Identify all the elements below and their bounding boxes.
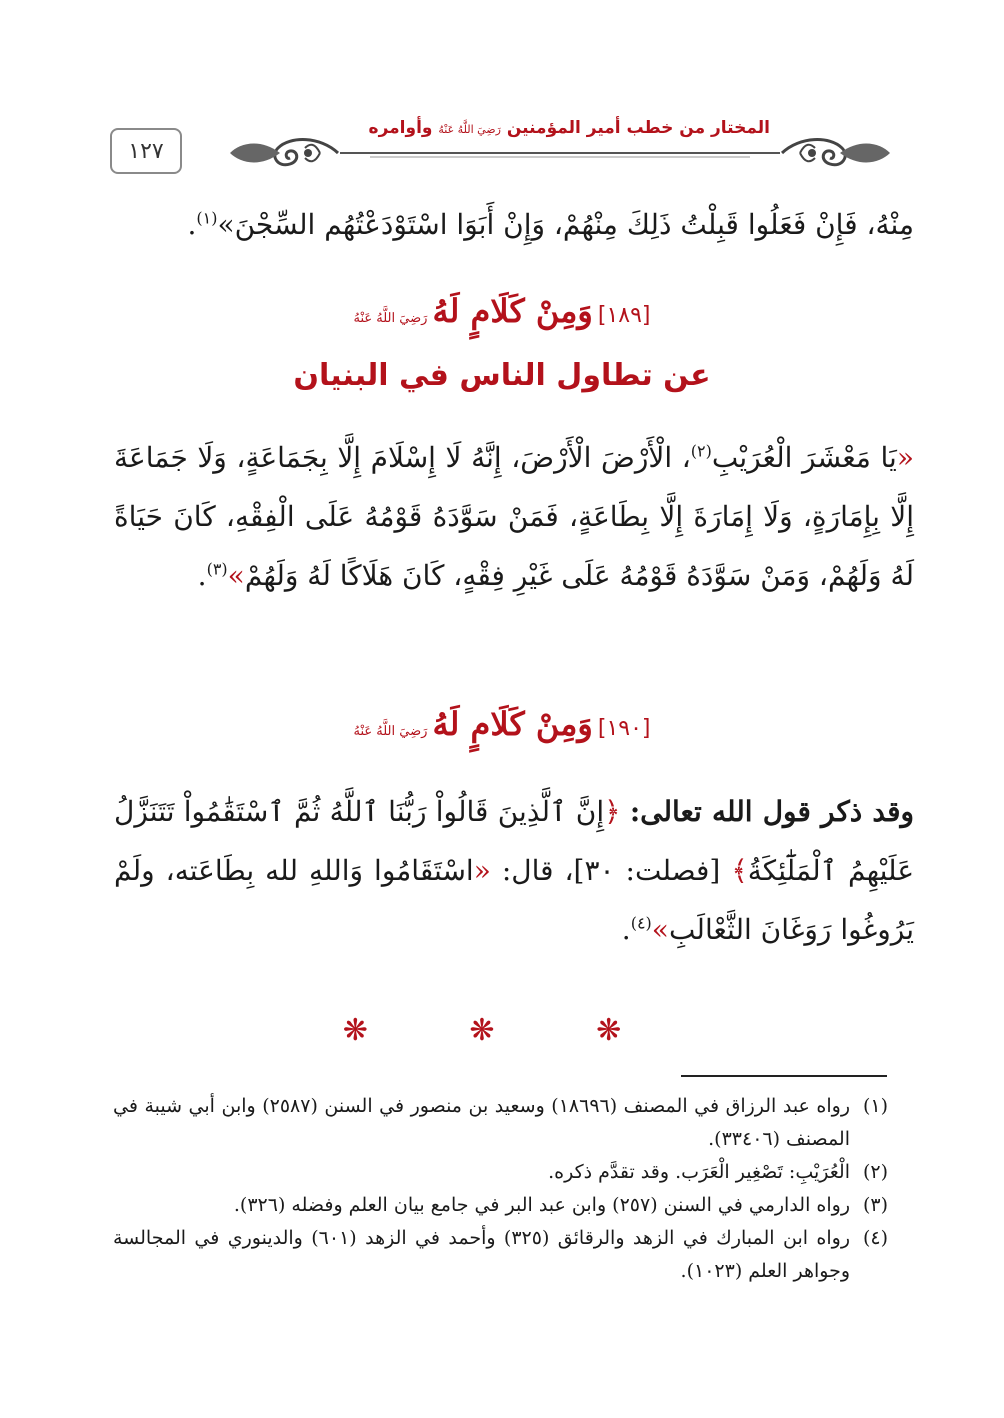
running-title-honor: رَضِيَ اللَّهُ عَنْهُ xyxy=(438,123,501,136)
quran-close-bracket: ﴾ xyxy=(731,854,748,887)
section-honor: رَضِيَ اللَّهُ عَنْهُ xyxy=(353,724,428,739)
paragraph-continuation xyxy=(114,195,914,254)
footnote-mark: (٢) xyxy=(862,1161,888,1183)
footnote-mark: (٤) xyxy=(862,1227,888,1249)
open-quote: « xyxy=(896,441,914,474)
footnote-text: الْعُرَيْبِ: تَصْغِير الْعَرَب. وقد تقدَّم ذكره. xyxy=(548,1161,850,1183)
star-icon: ❋ xyxy=(596,1013,662,1048)
page-header xyxy=(110,118,890,198)
footnote-mark: (١) xyxy=(862,1095,888,1117)
footnote-ref: (٤) xyxy=(630,913,652,933)
quote-text: اسْتَقَامُوا وَاللهِ لله بِطَاعَته، ولَمْ يَرُوغُوا رَوَغَانَ الثَّعْالَبِ xyxy=(114,854,914,946)
close-quote: » xyxy=(651,913,669,946)
section-separator xyxy=(0,1013,1004,1048)
open-quote: « xyxy=(473,854,491,887)
section-heading-190 xyxy=(90,705,914,743)
running-title-end: وأوامره xyxy=(368,118,433,138)
lead-text: وقد ذكر قول الله تعالى: xyxy=(629,795,915,828)
verse-citation: [فصلت: ٣٠] xyxy=(573,854,721,887)
section-heading-189 xyxy=(90,292,914,330)
footnote-divider xyxy=(681,1075,887,1077)
running-title-text: المختار من خطب أمير المؤمنين xyxy=(506,118,770,138)
close-quote: » xyxy=(227,559,245,592)
footnote-ref: (١) xyxy=(196,208,218,228)
said-text: ، قال: xyxy=(501,854,574,887)
footnote-item xyxy=(113,1090,888,1156)
quran-verse: إِنَّ ٱلَّذِينَ قَالُواْ رَبُّنَا ٱللَّهُ ثُمَّ ٱسْتَقَٰمُواْ تَتَنَزَّلُ عَلَيْهِمُ ٱلْمَلَٰٓئِكَةُ xyxy=(114,795,915,887)
section-189-body xyxy=(114,428,914,605)
body-end: . xyxy=(197,559,207,592)
section-honor: رَضِيَ اللَّهُ عَنْهُ xyxy=(353,311,428,326)
footnote-ref: (٣) xyxy=(206,559,228,579)
footnote-ref: (٢) xyxy=(690,441,712,461)
running-title xyxy=(370,118,770,138)
section-190-body xyxy=(114,782,914,959)
star-icon: ❋ xyxy=(342,1013,408,1048)
footnote-text: رواه عبد الرزاق في المصنف (١٨٦٩٦) وسعيد بن منصور في السنن (٢٥٨٧) وابن أبي شيبة في المصنف (٣٣٤٠٦). xyxy=(113,1095,851,1150)
section-number: [١٨٩] xyxy=(597,303,651,328)
footnote-item xyxy=(113,1222,888,1288)
star-icon: ❋ xyxy=(469,1013,535,1048)
page-number: ١٢٧ xyxy=(110,128,182,174)
section-number: [١٩٠] xyxy=(597,716,651,741)
paragraph-text: مِنْهُ، فَإِنْ فَعَلُوا قَبِلْتُ ذَلِكَ مِنْهُمْ، وَإِنْ أَبَوَا اسْتَوْدَعْتُهُم السِّجْنَ» xyxy=(217,208,914,241)
footnote-mark: (٣) xyxy=(862,1194,888,1216)
footnote-item xyxy=(113,1156,888,1189)
footnotes xyxy=(113,1090,888,1288)
section-title: وَمِنْ كَلَامٍ لَهُ xyxy=(432,292,593,330)
section-title: وَمِنْ كَلَامٍ لَهُ xyxy=(432,705,593,743)
footnote-text: رواه ابن المبارك في الزهد والرقائق (٣٢٥) وأحمد في الزهد (٦٠١) والدينوري في المجالسة وجواهر العلم (١٠٢٣). xyxy=(113,1227,850,1282)
body-text-a: يَا مَعْشَرَ الْعُرَيْبِ xyxy=(711,441,897,474)
footnote-item xyxy=(113,1189,888,1222)
footnote-text: رواه الدارمي في السنن (٢٥٧) وابن عبد البر في جامع بيان العلم وفضله (٣٢٦). xyxy=(233,1194,850,1216)
section-subheading: عن تطاول الناس في البنيان xyxy=(293,358,711,393)
quran-open-bracket: ﴿ xyxy=(604,795,621,828)
paragraph-end: . xyxy=(187,208,197,241)
body-end: . xyxy=(621,913,631,946)
body-text: ، الْأَرْضَ الْأَرْضَ، إِنَّهُ لَا إِسْلَامَ إِلَّا بِجَمَاعَةٍ، وَلَا جَمَاعَةَ إِلَّا بِإِمَارَةٍ، وَلَا إِمَارَةَ إِلَّا بِطَاعَةٍ، فَمَنْ سَوَّدَهُ قَوْمُهُ عَلَى الْفِقْهِ، كَانَ حَيَاةً لَهُ وَلَهُمْ، وَمَنْ سَوَّدَهُ قَوْمُهُ عَلَى غَيْرِ فِقْهٍ، كَانَ هَلَاكًا لَهُ وَلَهُمْ xyxy=(114,441,914,592)
